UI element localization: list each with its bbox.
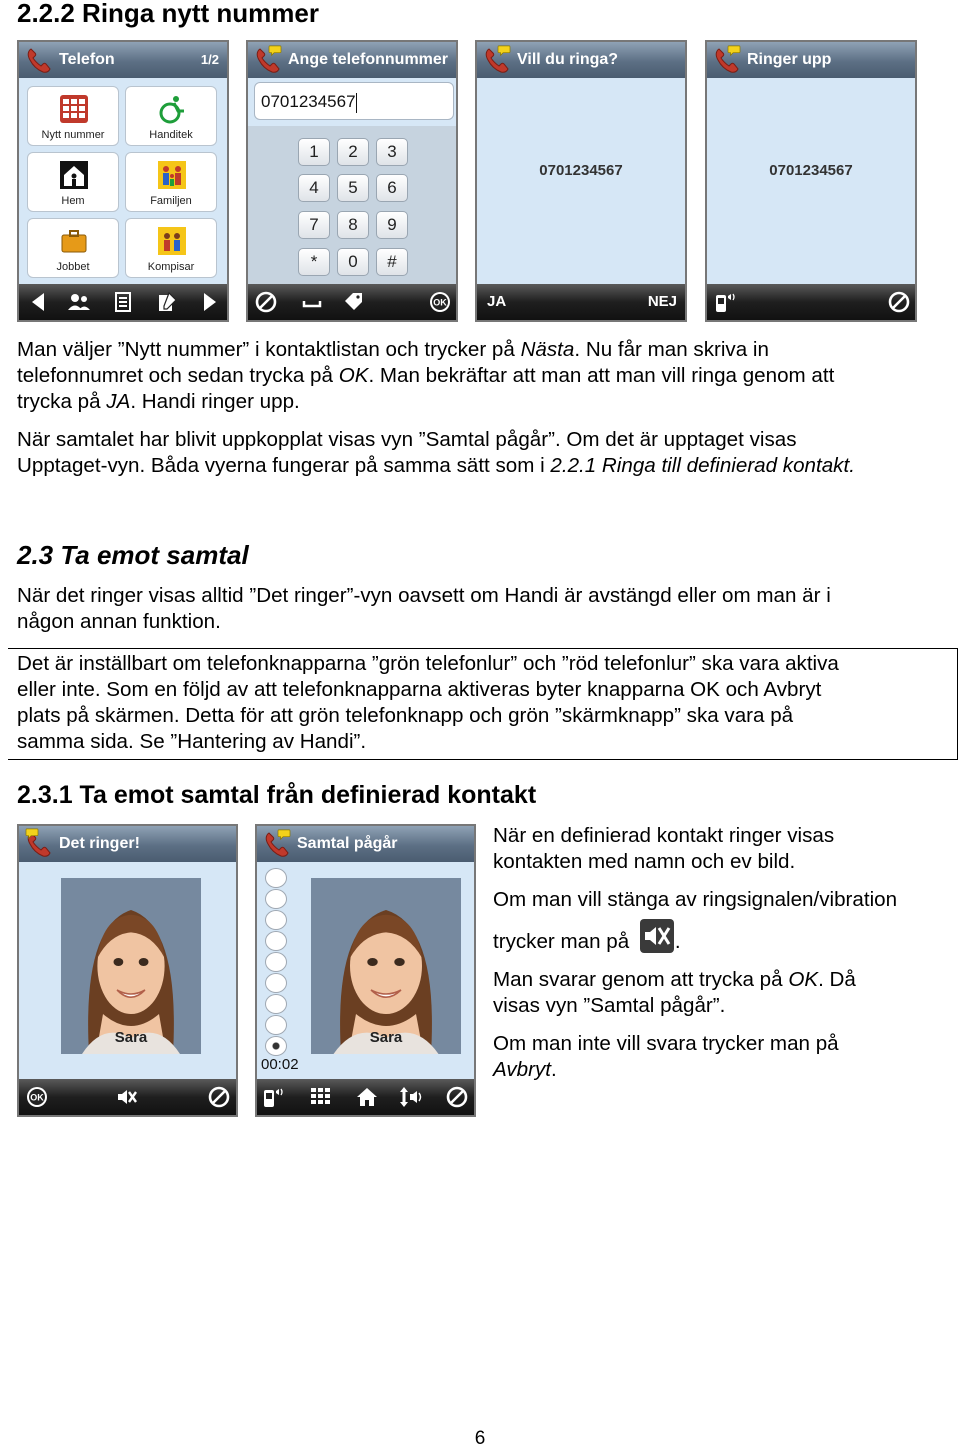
section-heading-2-3-1: 2.3.1 Ta emot samtal från definierad kontakt <box>17 781 537 809</box>
tile-label: Hem <box>61 195 85 207</box>
bottom-toolbar <box>19 1079 236 1115</box>
text: eller inte. Som en följd av att telefonknapparna aktiveras byter knapparna OK och Avbryt <box>17 678 822 701</box>
tile-nytt-nummer[interactable] <box>27 86 119 146</box>
text: plats på skärmen. Detta för att grön telefonknapp och grön ”skärmknapp” ska vara på <box>17 704 794 727</box>
bottom-toolbar <box>477 284 685 320</box>
home-icon[interactable] <box>355 1085 379 1109</box>
key-9[interactable]: 9 <box>376 211 408 239</box>
paragraph-samtal-pagar <box>17 427 952 479</box>
screenshot-telefon <box>17 40 229 322</box>
phone-volume-icon[interactable] <box>713 290 737 314</box>
text: . <box>551 1058 557 1081</box>
edit-icon[interactable] <box>155 290 179 314</box>
text: trycker man på <box>493 930 635 953</box>
tile-jobbet[interactable] <box>27 218 119 278</box>
key-3[interactable]: 3 <box>376 138 408 166</box>
emphasis: JA <box>106 390 131 413</box>
speech-bubble-icon <box>497 45 511 57</box>
family-tile-icon <box>156 159 188 191</box>
tile-familjen[interactable] <box>125 152 217 212</box>
bottom-toolbar <box>257 1079 474 1115</box>
text: Upptaget-vyn. Båda vyerna fungerar på samma sätt som i <box>17 454 551 477</box>
page-number: 6 <box>474 1428 486 1448</box>
paragraph-man-svarar <box>493 967 948 1019</box>
screen-title: Telefon <box>59 51 115 68</box>
contacts-icon[interactable] <box>67 290 91 314</box>
screenshot-vill-du-ringa <box>475 40 687 322</box>
tile-label: Nytt nummer <box>41 129 105 141</box>
text: samma sida. Se ”Hantering av Handi”. <box>17 730 367 753</box>
level-dot <box>265 1015 287 1035</box>
key-7[interactable]: 7 <box>298 211 330 239</box>
text: Det är inställbart om telefonknapparna ”grön telefonlur” och ”röd telefonlur” ska vara aktiva <box>17 652 839 675</box>
tag-icon[interactable] <box>342 290 366 314</box>
text-caret <box>356 93 357 113</box>
list-icon[interactable] <box>111 290 135 314</box>
page-indicator: 1/2 <box>200 52 219 67</box>
text: När samtalet har blivit uppkopplat visas vyn ”Samtal pågår”. Om det är upptaget visas <box>17 428 797 451</box>
dialed-number: 0701234567 <box>769 162 853 179</box>
tile-label: Familjen <box>150 195 192 207</box>
tile-kompisar[interactable] <box>125 218 217 278</box>
phone-number-input[interactable] <box>254 82 454 120</box>
emphasis: Avbryt <box>493 1058 551 1081</box>
cancel-icon[interactable] <box>445 1085 469 1109</box>
screenshot-ange-telefonnummer <box>246 40 458 322</box>
mute-icon[interactable] <box>115 1085 139 1109</box>
paragraph-nytt-nummer <box>17 337 947 415</box>
text: någon annan funktion. <box>17 610 221 633</box>
contact-name: Sara <box>114 1029 148 1046</box>
paragraph-trycker-man-pa <box>493 914 948 970</box>
title-bar <box>19 42 227 78</box>
text: trycka på <box>17 390 107 413</box>
no-button[interactable]: NEJ <box>647 293 677 310</box>
text: . Man bekräftar att man att man vill ringa genom att <box>368 364 835 387</box>
key-6[interactable]: 6 <box>376 174 408 202</box>
key-1[interactable]: 1 <box>298 138 330 166</box>
tile-label: Kompisar <box>147 261 195 273</box>
key-0[interactable]: 0 <box>337 248 369 276</box>
key-star[interactable]: * <box>298 248 330 276</box>
text: visas vyn ”Samtal pågår”. <box>493 994 726 1017</box>
screenshot-det-ringer <box>17 824 238 1117</box>
contact-photo <box>61 878 201 1054</box>
key-hash[interactable]: # <box>376 248 408 276</box>
keypad-tile-icon <box>58 93 90 125</box>
emphasis: OK <box>338 364 369 387</box>
text: Man svarar genom att trycka på <box>493 968 789 991</box>
dialed-number: 0701234567 <box>539 162 623 179</box>
keypad-icon[interactable] <box>309 1085 333 1109</box>
level-dot-active <box>265 1036 287 1056</box>
level-dot <box>265 973 287 993</box>
title-bar <box>707 42 915 78</box>
space-icon[interactable] <box>300 290 324 314</box>
tile-hem[interactable] <box>27 152 119 212</box>
cancel-icon[interactable] <box>254 290 278 314</box>
cross-reference[interactable]: 2.2.1 Ringa till definierad kontakt. <box>550 454 855 477</box>
bottom-toolbar <box>248 284 456 320</box>
cancel-icon[interactable] <box>887 290 911 314</box>
section-heading-2-2-2: 2.2.2 Ringa nytt nummer <box>17 0 319 28</box>
volume-adjust-icon[interactable] <box>399 1085 423 1109</box>
paragraph-avbryt <box>493 1031 948 1083</box>
emphasis: Nästa <box>520 338 575 361</box>
paragraph-det-ringer <box>17 583 952 635</box>
screen-title: Ringer upp <box>747 51 832 68</box>
silence-ringer-icon <box>639 918 675 954</box>
volume-level-indicator <box>263 868 289 1057</box>
level-dot <box>265 910 287 930</box>
ok-icon[interactable] <box>25 1085 49 1109</box>
text: Om man inte vill svara trycker man på <box>493 1032 839 1055</box>
paragraph-definierad-kontakt <box>493 823 948 875</box>
text: . Handi ringer upp. <box>130 390 300 413</box>
phone-number-value: 0701234567 <box>261 92 356 111</box>
tile-label: Jobbet <box>56 261 90 273</box>
text: . Då <box>818 968 856 991</box>
friends-tile-icon <box>156 225 188 257</box>
cancel-icon[interactable] <box>207 1085 231 1109</box>
key-5[interactable]: 5 <box>337 174 369 202</box>
paragraph-stanga-av-ringsignal <box>493 887 948 913</box>
bottom-toolbar <box>707 284 915 320</box>
speech-bubble-icon <box>277 829 291 841</box>
title-bar <box>477 42 685 78</box>
tile-handitek[interactable] <box>125 86 217 146</box>
key-2[interactable]: 2 <box>337 138 369 166</box>
level-dot <box>265 889 287 909</box>
key-4[interactable]: 4 <box>298 174 330 202</box>
text: När det ringer visas alltid ”Det ringer”-vyn oavsett om Handi är avstängd eller om man är i <box>17 584 831 607</box>
speech-bubble-icon <box>25 828 39 840</box>
wheelchair-tile-icon <box>156 93 188 125</box>
screenshot-samtal-pagar <box>255 824 476 1117</box>
title-bar <box>248 42 456 78</box>
title-bar <box>257 826 474 862</box>
keypad-area <box>248 126 456 286</box>
call-timer: 00:02 <box>261 1056 299 1073</box>
phone-volume-icon[interactable] <box>261 1085 285 1109</box>
phone-icon <box>25 45 55 75</box>
level-dot <box>265 952 287 972</box>
home-tile-icon <box>58 159 90 191</box>
text: Man väljer ”Nytt nummer” i kontaktlistan och trycker på <box>17 338 521 361</box>
text: . Nu får man skriva in <box>574 338 769 361</box>
right-arrow-icon[interactable] <box>197 290 221 314</box>
emphasis: OK <box>788 968 819 991</box>
level-dot <box>265 868 287 888</box>
speech-bubble-icon <box>268 45 282 57</box>
key-8[interactable]: 8 <box>337 211 369 239</box>
screen-title: Ange telefonnummer <box>288 51 449 68</box>
text: telefonnumret och sedan trycka på <box>17 364 339 387</box>
left-arrow-icon[interactable] <box>27 290 51 314</box>
girl-portrait-image <box>311 878 461 1054</box>
level-dot <box>265 931 287 951</box>
contact-name: Sara <box>369 1029 403 1046</box>
speech-bubble-icon <box>727 45 741 57</box>
ok-icon[interactable] <box>428 290 452 314</box>
contact-photo <box>311 878 461 1054</box>
text: . <box>674 930 681 953</box>
screen-title: Samtal pågår <box>297 835 398 852</box>
text: Om man vill stänga av ringsignalen/vibration <box>493 888 898 911</box>
section-heading-2-3: 2.3 Ta emot samtal <box>17 540 249 570</box>
level-dot <box>265 994 287 1014</box>
title-bar <box>19 826 236 862</box>
text: kontakten med namn och ev bild. <box>493 850 796 873</box>
bottom-toolbar <box>19 284 227 320</box>
yes-button[interactable]: JA <box>487 293 507 310</box>
paragraph-installbart <box>17 651 952 755</box>
girl-portrait-image <box>61 878 201 1054</box>
text: När en definierad kontakt ringer visas <box>493 824 835 847</box>
screen-title: Det ringer! <box>59 835 140 852</box>
screen-title: Vill du ringa? <box>517 51 619 68</box>
tile-label: Handitek <box>149 129 193 141</box>
briefcase-tile-icon <box>58 225 90 257</box>
screenshot-ringer-upp <box>705 40 917 322</box>
